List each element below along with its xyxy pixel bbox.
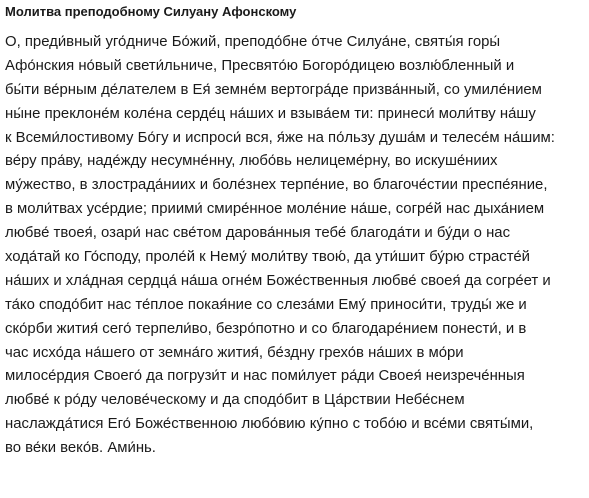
prayer-line: ве́ру пра́ву, наде́жду несумне́нну, любо́вь нелицеме́рну, во искуше́ниих — [5, 153, 498, 170]
prayer-line: любве́ к ро́ду челове́ческому и да сподо́бит в Ца́рствии Небе́снем — [5, 392, 465, 409]
prayer-line: бы́ти ве́рным де́лателем в Ея́ земне́м вертогра́де призва́нный, со умиле́нием — [5, 81, 542, 98]
prayer-line: ны́не преклоне́м коле́на серде́ц на́ших и взыва́ем ти: принеси́ моли́тву на́шу — [5, 105, 536, 122]
prayer-line: та́ко сподо́бит нас те́плое покая́ние со слеза́ми Ему́ приноси́ти, труды́ же и — [5, 296, 527, 313]
prayer-line: хода́тай ко Го́споду, проле́й к Нему́ моли́тву твою́, да ути́шит бу́рю страсте́й — [5, 249, 530, 266]
prayer-line: в моли́твах усе́рдие; приими́ смире́нное моле́ние на́ше, согре́й нас дыха́нием — [5, 201, 545, 218]
prayer-line: му́жество, в злострада́ниих и боле́знех терпе́ние, во благоче́стии преспе́яние, — [5, 177, 548, 194]
prayer-line: наслажда́тися Его́ Боже́ственною любо́вию ку́пно с тобо́ю и все́ми святы́ми, — [5, 416, 534, 433]
prayer-line: ско́рби жития́ сего́ терпели́во, безро́потно и со благодаре́нием понести́, и в — [5, 320, 527, 337]
prayer-line: Афо́нския но́вый свети́льниче, Пресвято́ю Богоро́дицею возлю́бленный и — [5, 57, 515, 74]
prayer-line: во ве́ки веко́в. Ами́нь. — [5, 440, 156, 457]
prayer-line: О, преди́вный уго́дниче Бо́жий, преподо́бне о́тче Силуа́не, святы́я горы́ — [5, 34, 501, 50]
prayer-line: к Всеми́лостивому Бо́гу и испроси́ вся, я́же на по́льзу душа́м и телесе́м на́шим: — [5, 129, 555, 146]
prayer-line: на́ших и хла́дная сердца́ на́ша огне́м Боже́ственныя любве́ своея́ да согре́ет и — [5, 272, 551, 289]
prayer-title: Молитва преподобному Силуану Афонскому — [5, 4, 297, 19]
prayer-line: час исхо́да на́шего от земна́го жития́, бе́здну грехо́в на́ших в мо́ри — [5, 344, 464, 361]
prayer-text — [5, 31, 585, 461]
prayer-line: любве́ твоея́, озари́ нас све́том дарова́нныя тебе́ благода́ти и бу́ди о нас — [5, 225, 511, 242]
prayer-line: милосе́рдия Своего́ да погрузи́т и нас поми́лует ра́ди Своея́ неизрече́нныя — [5, 368, 525, 385]
